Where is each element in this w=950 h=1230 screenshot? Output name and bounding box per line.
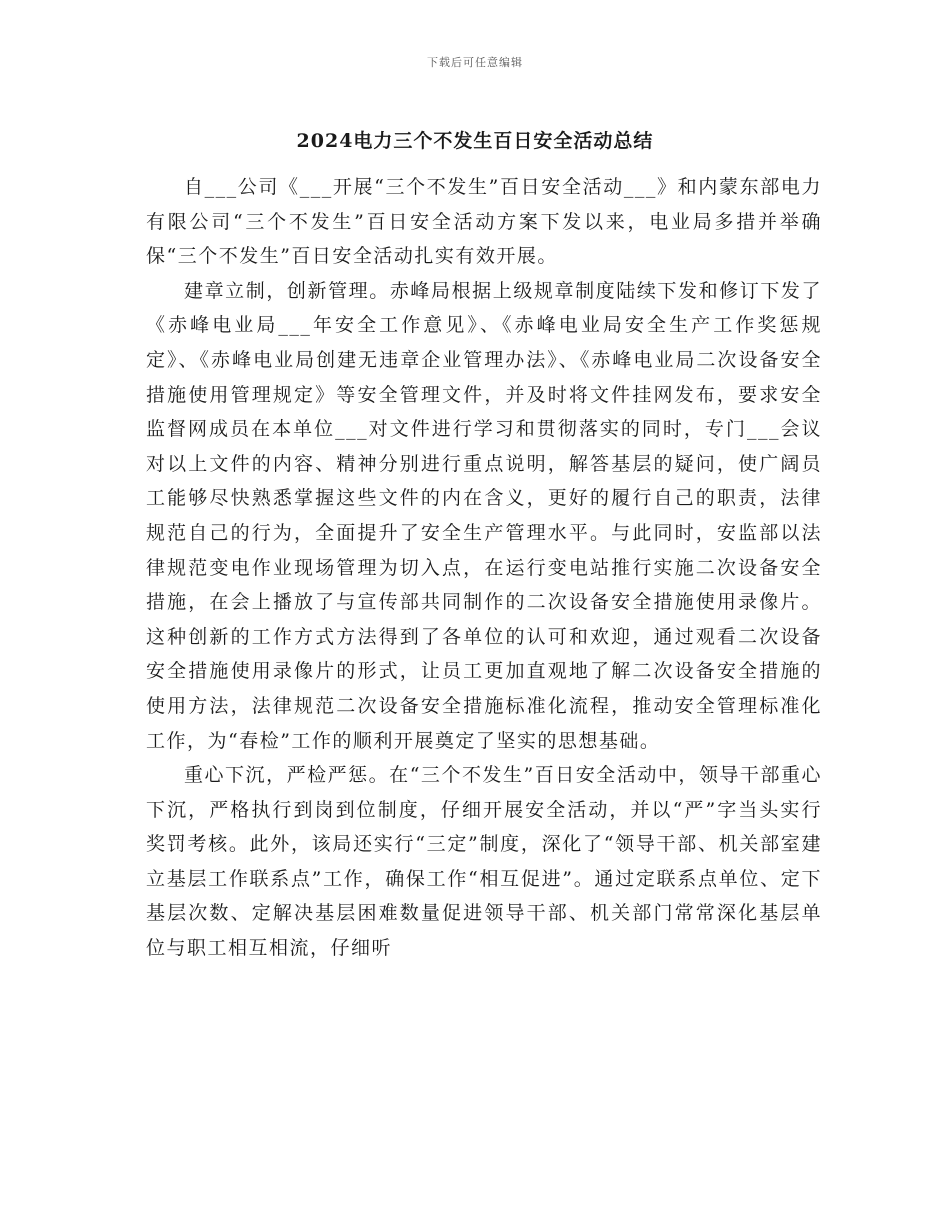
paragraph-inspection: 重心下沉，严检严惩。在“三个不发生”百日安全活动中，领导干部重心下沉，严格执行到岗到位制度，仔细开展安全活动，并以“严”字当头实行奖罚考核。此外，该局还实行“三定”制度，深化了“领导干部、机关部室建立基层工作联系点”工作，确保工作“相互促进”。通过定联系点单位、定下基层次数、定解决基层困难数量促进领导干部、机关部门常常深化基层单位与职工相互相流，仔细听: [146, 764, 822, 960]
page-header-note: 下载后可任意编辑: [427, 56, 523, 69]
paragraph-regulations: 建章立制，创新管理。赤峰局根据上级规章制度陆续下发和修订下发了《赤峰电业局___年安全工作意见》、《赤峰电业局安全生产工作奖惩规定》、《赤峰电业局创建无违章企业管理办法》、《赤峰电业局二次设备安全措施使用管理规定》等安全管理文件，并及时将文件挂网发布，要求安全监督网成员在本单位___对文件进行学习和贯彻落实的同时，专门___会议对以上文件的内容、精神分别进行重点说明，解答基层的疑问，使广阔员工能够尽快熟悉掌握这些文件的内在含义，更好的履行自己的职责，法律规范自己的行为，全面提升了安全生产管理水平。与此同时，安监部以法律规范变电作业现场管理为切入点，在运行变电站推行实施二次设备安全措施，在会上播放了与宣传部共同制作的二次设备安全措施使用录像片。这种创新的工作方式方法得到了各单位的认可和欢迎，通过观看二次设备安全措施使用录像片的形式，让员工更加直观地了解二次设备安全措施的使用方法，法律规范二次设备安全措施标准化流程，推动安全管理标准化工作，为“春检”工作的顺利开展奠定了坚实的思想基础。: [146, 279, 822, 752]
document-body: [146, 170, 822, 966]
document-title: 2024电力三个不发生百日安全活动总结: [296, 130, 654, 152]
paragraph-intro: 自___公司《___开展“三个不发生”百日安全活动___》和内蒙东部电力有限公司“三个不发生”百日安全活动方案下发以来，电业局多措并举确保“三个不发生”百日安全活动扎实有效开展。: [146, 176, 822, 268]
